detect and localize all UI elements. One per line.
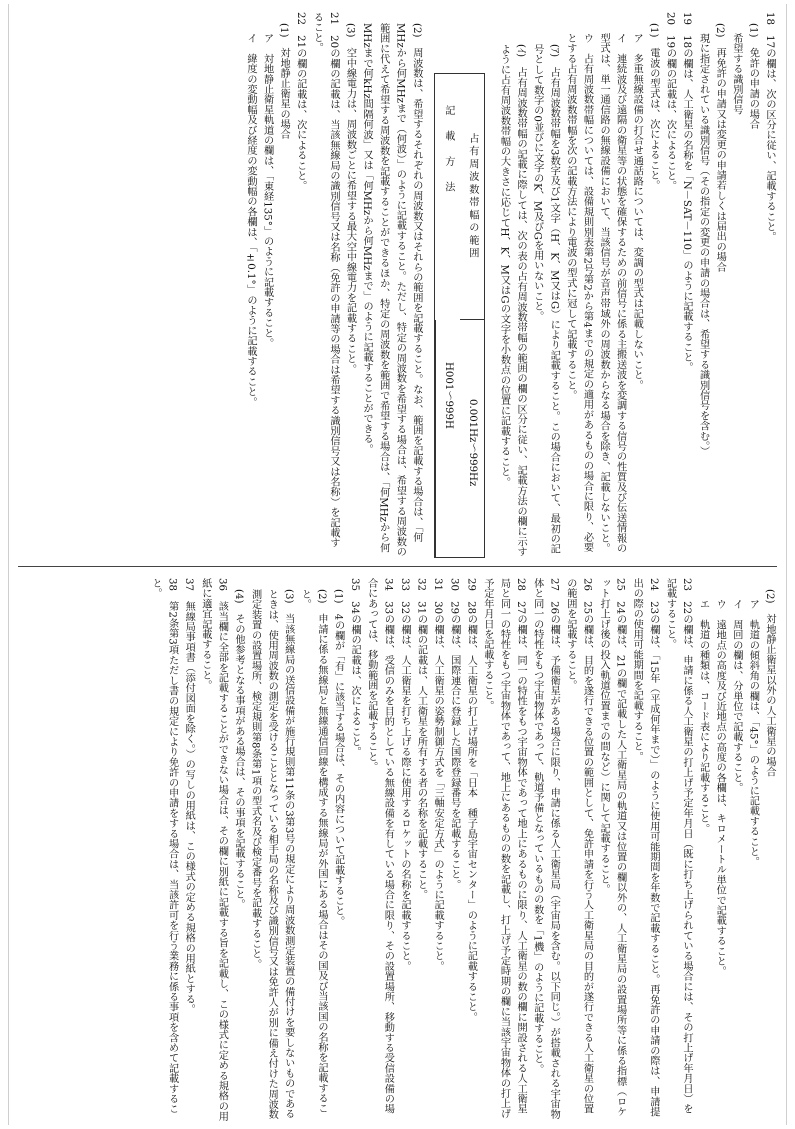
- item-number: イ: [244, 33, 256, 54]
- list-item: [229, 578, 246, 1124]
- item-number: 36: [216, 578, 228, 602]
- item-text: 28の欄は、人工衛星の打上げ場所を「日本 種子島宇宙センター」のように記載すること。: [465, 601, 477, 1023]
- item-text: 対地静止衛星軌道の欄は、「東経135°」のように記載すること。: [261, 53, 273, 349]
- item-number: (ｲ): [515, 43, 527, 67]
- item-number: 37: [183, 578, 195, 602]
- item-number: 32: [415, 578, 427, 602]
- item-number: 28: [515, 578, 527, 602]
- list-item: [258, 12, 275, 558]
- item-number: (2): [410, 23, 422, 48]
- item-number: 19: [681, 12, 693, 36]
- item-text: 軌道の種類は、コード表により記載すること。: [697, 619, 709, 835]
- item-number: (1): [647, 23, 659, 48]
- item-number: 30: [448, 578, 460, 602]
- item-text: 19の欄の記載は、次によること。: [664, 35, 676, 191]
- item-text: 31の欄の記載は、人工衛星を所有する者の名称を記載すること。: [415, 601, 427, 900]
- list-item: [241, 12, 258, 558]
- item-number: 22: [294, 12, 306, 36]
- item-text: 多重無線設備の打合せ通話路については、変調の型式は記載しないこと。: [631, 53, 643, 391]
- item-number: (ｱ): [548, 43, 560, 67]
- item-text: 該当欄に全部を記載することができない場合は、その欄に別紙に記載する旨を記載し、この様式に定める規格の用紙に適宜記載すること。: [199, 578, 228, 1122]
- item-number: 18: [764, 12, 775, 36]
- list-item: [628, 12, 645, 558]
- list-item: [341, 12, 358, 558]
- list-item: [362, 578, 395, 1124]
- table-row: [435, 320, 484, 558]
- item-text: 第2条第3項ただし書の規定により免許の申請をする場合は、当該許可を行う業務に係る事項を含めて記載すること。: [150, 578, 178, 1114]
- item-number: (2): [315, 589, 327, 614]
- item-text: 18の欄は、人工衛星の名称を「N－SAT－110」のように記載すること。: [681, 35, 693, 373]
- item-text: 免許の申請の場合: [747, 47, 759, 130]
- bottom-half-text: [18, 578, 777, 1124]
- right-border-line: [786, 4, 787, 1125]
- list-item: [661, 12, 678, 558]
- list-item: [594, 578, 627, 1124]
- list-item: [727, 12, 744, 558]
- item-number: ウ: [581, 33, 593, 54]
- item-text: 占有周波数帯幅については、設備規則別表第2号第2から第4までの規定の適用があるものの場合に限り、必要とする占有周波数帯幅を次の記載方法により電波の型式に冠して記載すること。: [564, 33, 593, 553]
- list-item: [495, 12, 528, 558]
- item-text: 希望する識別信号: [730, 33, 742, 116]
- list-item: [275, 12, 292, 558]
- item-text: 34の欄の記載は、次によること。: [349, 601, 361, 757]
- top-half-text: [18, 12, 777, 558]
- table-cell-method: H001～999H: [442, 361, 454, 429]
- list-item: [677, 12, 694, 558]
- item-number: ア: [261, 33, 273, 54]
- list-item: [561, 12, 594, 558]
- item-text: 対地静止衛星以外の人工衛星の場合: [764, 613, 775, 778]
- item-text: 無線局事項書（添付図面を除く。）の写しの用紙は、この様式の定める規格の用紙とする。: [183, 601, 195, 1015]
- item-text: 申請に係る無線局と無線通信回線を構成する無線局が外国にある場合はその国及び当該国の名称を記載すること。: [299, 589, 327, 1114]
- item-number: (3): [344, 23, 356, 48]
- item-text: 周波数は、希望するそれぞれの周波数又はそれらの範囲を記載すること。なお、範囲を記載する場合は、「何MHzから何MHzまで（何波）」のように記載すること。ただし、特定の周波数を希望する場合は、希望する周波数の範囲に代えて希望する周波数を記載することができるほか、特定の周波数を範囲で希望する場合は、「何MHzから何MHzまで何kHz間隔何波」又は「何MHzから何MHzまで」のように記載することができる。: [361, 23, 422, 558]
- list-item: [246, 578, 296, 1124]
- half-divider-line: [18, 566, 777, 567]
- item-number: 35: [349, 578, 361, 602]
- item-text: 遠地点の高度及び近地点の高度の各欄は、キロメートル単位で記載すること。: [714, 619, 726, 977]
- table-cell-range: 0.001Hz～999Hz: [460, 320, 484, 558]
- item-number: ア: [631, 33, 643, 54]
- item-text: 33の欄は、受信のみを目的としている無線設備を有している場合に限り、その設置場所、移動する受信設備の場合にあっては、移動範囲を記載すること。: [365, 578, 394, 1114]
- list-item: [146, 578, 179, 1124]
- item-number: 31: [432, 578, 444, 602]
- item-number: 34: [382, 578, 394, 602]
- list-item: [694, 578, 711, 1124]
- list-item: [711, 578, 728, 1124]
- list-item: [358, 12, 424, 558]
- table-header-row: [435, 74, 484, 320]
- list-item: [528, 578, 561, 1124]
- list-item: [528, 12, 561, 558]
- list-item: [744, 12, 761, 558]
- top-instruction-list: [495, 12, 777, 558]
- item-number: 23: [681, 578, 693, 602]
- bottom-instruction-list: [146, 578, 777, 1124]
- item-number: エ: [697, 599, 709, 620]
- list-item: [429, 578, 446, 1124]
- item-number: 33: [398, 578, 410, 602]
- item-text: 23の欄は、「15年（平成何年まで）」のように使用可能期間を年数で記載すること。再免許の申請の際は、申請提出の際の使用可能期間を記載すること。: [631, 578, 659, 1117]
- item-text: 22の欄は、申請に係る人工衛星の打上げ予定年月日（既に打ち上げられている場合には、その打上げ年月日）を記載すること。: [664, 578, 693, 1114]
- item-number: (4): [233, 589, 244, 614]
- frequency-bandwidth-table: [434, 73, 485, 558]
- item-text: 緯度の変動幅及び経度の変動幅の各欄は、「±0.1°」のように記載すること。: [244, 53, 256, 408]
- item-text: 軌道の傾斜角の欄は、「45°」のように記載すること。: [747, 619, 759, 868]
- item-number: 21: [327, 12, 339, 36]
- list-item: [727, 578, 744, 1124]
- item-text: 空中線電力は、周波数ごとに希望する最大空中線電力を記載すること。: [344, 47, 356, 375]
- list-item: [346, 578, 363, 1124]
- item-text: 26の欄は、予備衛星がある場合に限り、申請に係る人工衛星局（宇宙局を含む。以下同じ。）が搭載される宇宙物体と同一の特性をもつ宇宙物体であって、軌道予備となっているものの数を「1機」のように記載すること。: [531, 578, 560, 1120]
- item-number: イ: [614, 33, 626, 54]
- list-item: [760, 578, 777, 1124]
- top-instruction-list-continued: [241, 12, 424, 558]
- list-item: [711, 12, 728, 558]
- list-item: [644, 12, 661, 558]
- list-item: [628, 578, 661, 1124]
- item-text: 30の欄は、人工衛星の姿勢制御方式を「三軸安定方式」のように記載すること。: [432, 601, 444, 972]
- list-item: [196, 578, 229, 1124]
- list-item: [462, 578, 479, 1124]
- list-item: [308, 12, 341, 558]
- item-number: 20: [664, 12, 676, 36]
- item-number: ウ: [714, 599, 726, 620]
- item-text: 4の欄が「有」に該当する場合は、その内容について記載すること。: [332, 613, 344, 927]
- list-item: [296, 578, 329, 1124]
- item-text: 連続波及び遠隔の衛星等の状態を確保するための前信号に係る主搬送波を変調する信号の性質及び伝送情報の型式は、単一通信路の無線設備において、当該信号が音声帯域外の周波数からなる場合を除き、記載しないこと。: [598, 33, 626, 554]
- table-header-method: 記 載 方 法: [442, 104, 454, 194]
- item-text: 32の欄は、人工衛星を打ち上げる際に使用するロケットの名称を記載すること。: [398, 601, 410, 972]
- item-text: 占有周波数帯幅の記載に際しては、次の表の占有周波数帯幅の範囲の欄の区分に従い、記載方法の欄に示すように占有周波数帯幅の大きさに応じてH、K、M又はGの文字を小数点の位置に記載すること。: [498, 43, 527, 557]
- item-text: 29の欄は、国際連合に登録した国際登録番号を記載すること。: [448, 601, 460, 890]
- item-number: 29: [465, 578, 477, 602]
- item-text: 25の欄は、目的を遂行できる位置の範囲として、免許申請を行う人工衛星局の目的が遂行できる人工衛星の位置の範囲を記載すること。: [564, 578, 593, 1114]
- item-text: 対地静止衛星の場合: [278, 47, 290, 140]
- item-text: 再免許の申請又は変更の申請若しくは届出の場合: [714, 47, 726, 273]
- item-text: 21の欄の記載は、次によること。: [294, 35, 306, 191]
- item-text: その他参考となる事項がある場合は、その事項を記載すること。: [233, 613, 244, 910]
- item-text: 現に指定されている識別信号（その指定の変更の申請の場合は、希望する識別信号を含む。）: [697, 33, 709, 457]
- list-item: [760, 12, 777, 558]
- list-item: [561, 578, 594, 1124]
- item-number: (3): [282, 589, 294, 614]
- item-text: 占有周波数帯幅を3数字及び1文字（H、K、M又はG）により記載すること。この場合において、最初の記号として数字の0並びに文字のK、M及びGを用いないこと。: [531, 43, 560, 554]
- item-number: 24: [647, 578, 659, 602]
- list-item: [291, 12, 308, 558]
- item-number: ア: [747, 599, 759, 620]
- item-number: 38: [166, 578, 178, 602]
- item-number: (2): [764, 589, 775, 614]
- list-item: [329, 578, 346, 1124]
- table-header-range: 占有周波数帯幅の範囲: [460, 74, 484, 320]
- item-text: 周回の欄は、分単位で記載すること。: [730, 619, 742, 794]
- item-number: 27: [548, 578, 560, 602]
- item-text: 27の欄は、同一の特性をもつ宇宙物体であって地上にあるものに限り、人工衛星の数の欄に開設される人工衛星局と同一の特性をもつ宇宙物体であって、地上にあるものの数を記載し、打上げ予定時期の欄に当該宇宙物体の打上げ予定年月日を記載すること。: [481, 578, 527, 1119]
- list-item: [180, 578, 197, 1124]
- item-text: 24の欄は、21の欄で記載した人工衛星局の軌道又は位置の欄以外の、人工衛星局の設置場所等に係る指標（ロケット打上げ後の投入軌道位置までの間など）に関して記載すること。: [598, 578, 626, 1117]
- item-number: (1): [747, 23, 759, 48]
- item-number: (1): [332, 589, 344, 614]
- item-text: 当該無線局の送信設備が施行規則第11条の3第3号の規定により周波数測定装置の備付けを要しないものであるときは、使用周波数の測定を受けることとなっている相手局の名称及び識別信号又は免許人が別に備え付けた周波数測定装置の設置場所、検定規則第8条第1項の型式名及び検定番号を記載すること。: [249, 589, 294, 1120]
- item-number: 26: [581, 578, 593, 602]
- item-number: 25: [614, 578, 626, 602]
- item-text: 17の欄は、次の区分に従い、記載すること。: [764, 35, 775, 242]
- item-text: 20の欄の記載は、当該無線局の識別信号又は名称（免許の申請等の場合は希望する識別信号又は名称）を記載すること。: [311, 12, 339, 548]
- item-number: (1): [278, 23, 290, 48]
- list-item: [445, 578, 462, 1124]
- list-item: [661, 578, 694, 1124]
- left-border-line: [8, 4, 9, 1125]
- list-item: [694, 12, 711, 558]
- list-item: [412, 578, 429, 1124]
- list-item: [744, 578, 761, 1124]
- list-item: [478, 578, 528, 1124]
- item-text: 電波の型式は、次によること。: [647, 47, 659, 191]
- list-item: [395, 578, 412, 1124]
- list-item: [594, 12, 627, 558]
- item-number: イ: [730, 599, 742, 620]
- item-number: (2): [714, 23, 726, 48]
